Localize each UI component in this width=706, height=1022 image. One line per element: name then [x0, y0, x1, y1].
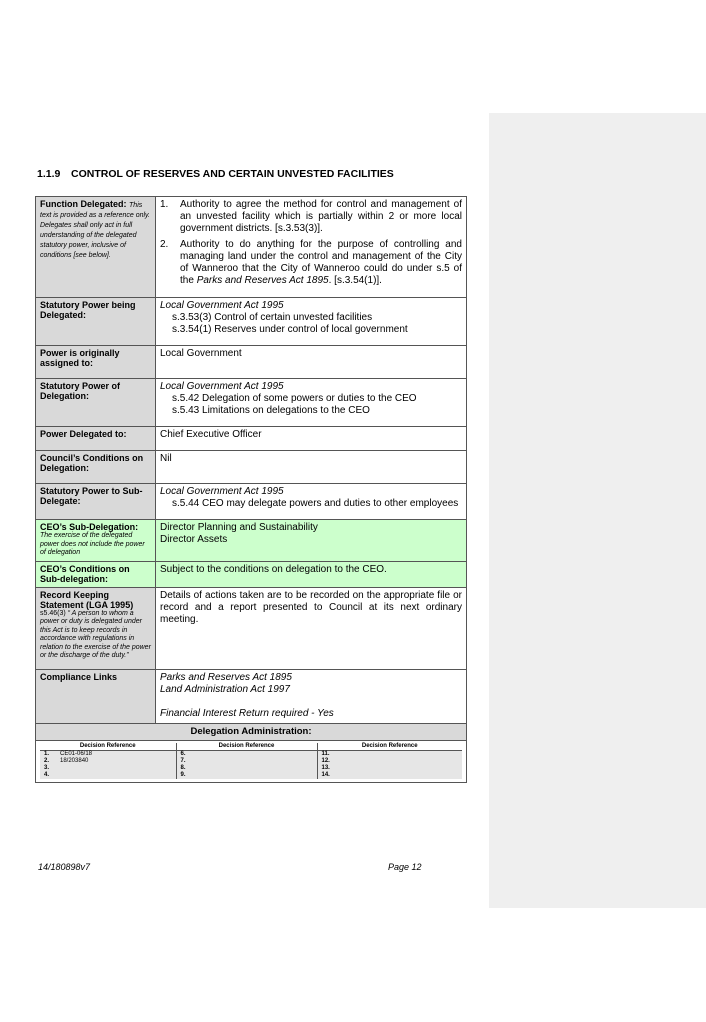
- row-ceo-conditions: [36, 561, 467, 587]
- decision-value: 18/203840: [60, 757, 89, 764]
- row-record-keeping: [36, 587, 467, 669]
- value-cell: [156, 520, 467, 562]
- list-item: [160, 239, 462, 287]
- decision-cell: [40, 758, 176, 765]
- value-cell: Details of actions taken are to be recorded on the appropriate file or record and a report presented to Council at its next ordinary meeting.: [156, 587, 467, 669]
- label-cell: [36, 346, 156, 379]
- value-cell: [156, 298, 467, 346]
- row-originally-assigned: [36, 346, 467, 379]
- financial-interest-note: Financial Interest Return required - Yes: [160, 707, 334, 719]
- label-cell: [36, 427, 156, 451]
- row-compliance: [36, 669, 467, 723]
- value-cell: Local Government: [156, 346, 467, 379]
- row-label: CEO’s Conditions on Sub-delegation:: [40, 563, 130, 584]
- decision-cell: [317, 772, 462, 779]
- decision-cell: [317, 750, 462, 758]
- table-row: [40, 750, 462, 758]
- section-heading: [37, 168, 394, 180]
- row-note: The exercise of the delegated power does not include the power of delegation: [40, 532, 145, 556]
- delegation-table: [35, 196, 467, 783]
- document-reference: 14/180898v7: [38, 862, 91, 872]
- decision-cell: [40, 772, 176, 779]
- decision-number: 3.: [44, 764, 50, 771]
- row-label: Compliance Links: [40, 671, 118, 682]
- item-number: 1.: [160, 199, 169, 210]
- row-ceo-sub-delegation: [36, 520, 467, 562]
- row-statutory-delegation: [36, 379, 467, 427]
- row-label: Power Delegated to:: [40, 429, 127, 439]
- row-function-delegated: [36, 197, 467, 298]
- sub-delegate-line: Director Assets: [160, 534, 228, 545]
- decision-number: 7.: [180, 757, 186, 764]
- admin-cell: [36, 740, 467, 782]
- row-sub-delegate-power: [36, 484, 467, 520]
- value-cell: [156, 379, 467, 427]
- section-line: s.3.54(1) Reserves under control of local government: [172, 324, 408, 335]
- value-cell: Nil: [156, 451, 467, 484]
- row-admin-title: [36, 723, 467, 740]
- sub-delegate-line: Director Planning and Sustainability: [160, 522, 318, 533]
- decision-number: 2.: [44, 757, 50, 764]
- row-council-conditions: [36, 451, 467, 484]
- label-cell: [36, 669, 156, 723]
- row-label: Record Keeping Statement (LGA 1995): [40, 589, 134, 610]
- item-number: 2.: [160, 239, 169, 250]
- row-label: Statutory Power being Delegated:: [40, 300, 136, 320]
- act-name: Local Government Act 1995: [160, 300, 284, 311]
- value-cell: Chief Executive Officer: [156, 427, 467, 451]
- decision-number: 6.: [180, 750, 186, 757]
- decision-value: CE01-06/18: [60, 750, 93, 757]
- section-line: s.5.44 CEO may delegate powers and duties to other employees: [172, 498, 459, 509]
- decision-number: 14.: [321, 771, 330, 778]
- row-statutory-power: [36, 298, 467, 346]
- decision-header-row: [40, 743, 462, 751]
- decision-number: 8.: [180, 764, 186, 771]
- decision-cell: [176, 765, 317, 772]
- decision-number: 11.: [321, 750, 330, 757]
- decision-cell: [176, 758, 317, 765]
- column-header: Decision Reference: [176, 743, 317, 751]
- row-label: Council’s Conditions on Delegation:: [40, 453, 144, 473]
- decision-number: 12.: [321, 757, 330, 764]
- decision-cell: [317, 758, 462, 765]
- column-header: Decision Reference: [40, 743, 176, 751]
- value-cell: [156, 484, 467, 520]
- decision-cell: [176, 750, 317, 758]
- decision-number: 4.: [44, 771, 50, 778]
- row-label: CEO’s Sub-Delegation:: [40, 522, 139, 532]
- row-note: [40, 610, 151, 661]
- row-label: Power is originally assigned to:: [40, 348, 120, 368]
- section-title: CONTROL OF RESERVES AND CERTAIN UNVESTED FACILITIES: [71, 168, 394, 180]
- row-label: Statutory Power to Sub-Delegate:: [40, 486, 143, 506]
- page-number: Page 12: [388, 862, 422, 872]
- label-cell: [36, 379, 156, 427]
- act-name: Parks and Reserves Act 1895: [160, 671, 292, 683]
- label-cell: [36, 197, 156, 298]
- section-number: 1.1.9: [37, 168, 61, 180]
- table-row: [40, 772, 462, 779]
- act-name: Parks and Reserves Act 1895: [196, 275, 329, 286]
- item-text-part: Authority to do anything for the purpose of controlling and managing land under the control and management of the City of Wanneroo that the City of Wanneroo could do under s.5 of the: [180, 239, 462, 286]
- decision-cell: [40, 765, 176, 772]
- decision-number: 13.: [321, 764, 330, 771]
- act-name: Local Government Act 1995: [160, 486, 284, 497]
- row-delegated-to: [36, 427, 467, 451]
- item-text-part: . [s.3.54(1)].: [328, 275, 382, 286]
- decision-reference-table: [40, 743, 462, 779]
- label-cell: [36, 561, 156, 587]
- row-label: Statutory Power of Delegation:: [40, 381, 121, 401]
- admin-title: Delegation Administration:: [36, 723, 467, 740]
- label-cell: [36, 520, 156, 562]
- table-row: [40, 765, 462, 772]
- list-item: [160, 199, 462, 235]
- value-cell: Subject to the conditions on delegation to the CEO.: [156, 561, 467, 587]
- item-text: [180, 239, 462, 287]
- note-quote: “ A person to whom a power or duty is delegated under this Act is to keep records in accordance with regulations in relation to the exercise of the power or the discharge of the duty.”: [40, 609, 151, 659]
- row-admin-decisions: [36, 740, 467, 782]
- act-name: Land Administration Act 1997: [160, 683, 290, 695]
- label-cell: [36, 298, 156, 346]
- note-prefix: s5.46(3): [40, 609, 68, 617]
- decision-number: 9.: [180, 771, 186, 778]
- label-cell: [36, 451, 156, 484]
- decision-cell: [40, 750, 176, 758]
- section-line: s.5.43 Limitations on delegations to the CEO: [172, 405, 370, 416]
- act-name: Local Government Act 1995: [160, 381, 284, 392]
- value-cell: [156, 197, 467, 298]
- decision-number: 1.: [44, 750, 50, 757]
- decision-cell: [176, 772, 317, 779]
- decision-cell: [317, 765, 462, 772]
- label-cell: [36, 587, 156, 669]
- item-text: Authority to agree the method for control and management of an unvested facility which is partially within 2 or more local government districts. [s.3.53(3)].: [180, 199, 462, 234]
- section-line: s.5.42 Delegation of some powers or duties to the CEO: [172, 393, 417, 404]
- column-header: Decision Reference: [317, 743, 462, 751]
- comment-margin-panel: [489, 113, 706, 908]
- row-label: Function Delegated:: [40, 199, 127, 209]
- section-line: s.3.53(3) Control of certain unvested facilities: [172, 312, 373, 323]
- value-cell: [156, 669, 467, 723]
- table-row: [40, 758, 462, 765]
- row-note: This text is provided as a reference only. Delegates shall only act in full understanding of the delegated statutory power, inclusive of conditions [see below].: [40, 202, 150, 259]
- function-list: [160, 199, 462, 287]
- label-cell: [36, 484, 156, 520]
